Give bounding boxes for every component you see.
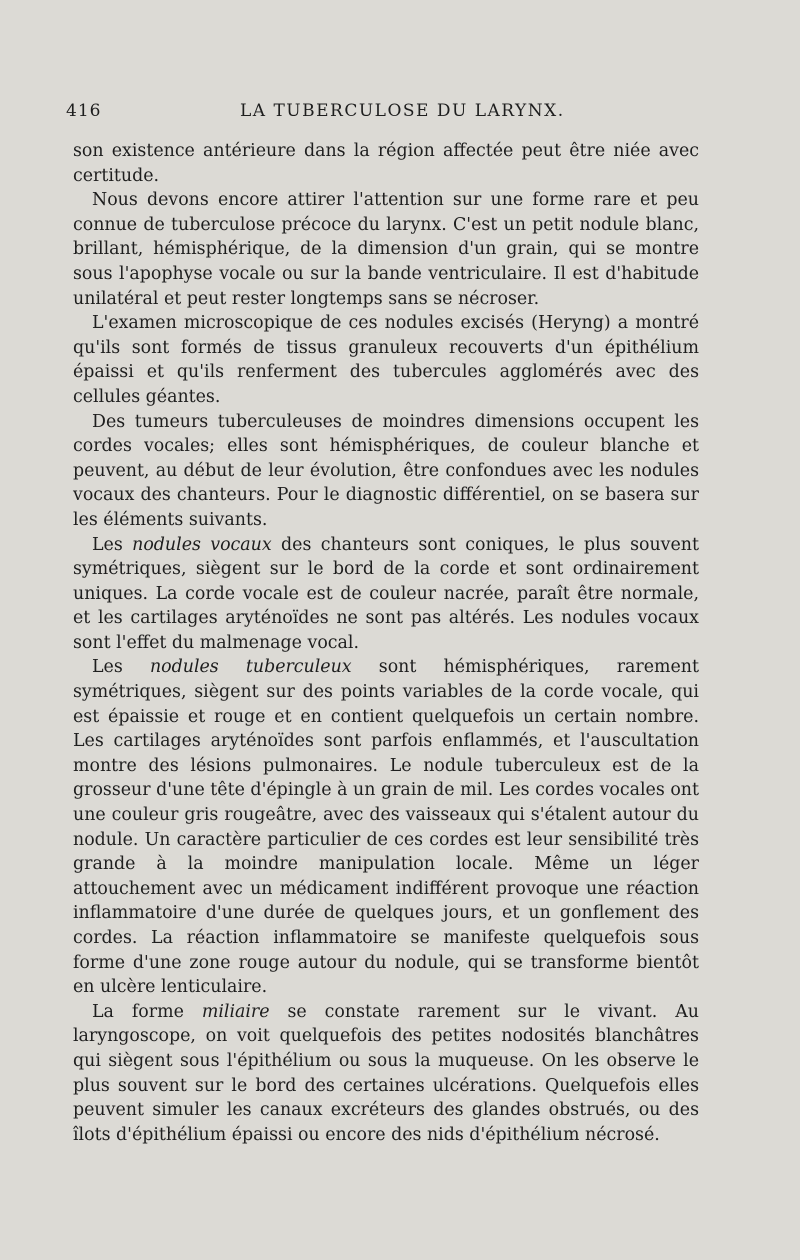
body-text: [73, 139, 699, 1147]
paragraph-text: La forme: [92, 1001, 202, 1022]
paragraph-text: se constate rarement sur le vivant. Au laryngoscope, on voit quelquefois des petites nodosités blanchâtres qui siègent sous l'épithélium ou sous la muqueuse. On les observe le plus souvent sur le bord des certaines ulcérations. Quelquefois elles peuvent simuler les canaux excréteurs des glandes obstrués, ou des îlots d'épithélium épaissi ou encore des nids d'épithélium nécrosé.: [73, 1001, 699, 1145]
page-number: 416: [66, 101, 102, 121]
paragraph: [73, 533, 699, 656]
paragraph-text: Les: [92, 534, 133, 555]
paragraph-text: Nous devons encore attirer l'attention sur une forme rare et peu connue de tuberculose précoce du larynx. C'est un petit nodule blanc, brillant, hémisphérique, de la dimension d'un grain, qui se montre sous l'apophyse vocale ou sur la bande ventriculaire. Il est d'habitude unilatéral et peut rester longtemps sans se nécroser.: [73, 190, 699, 309]
paragraph: [73, 188, 699, 311]
paragraph: [73, 139, 699, 188]
paragraph: [73, 311, 699, 409]
emphasized-term: miliaire: [201, 1001, 270, 1022]
paragraph: [73, 655, 699, 999]
paragraph-text: Les: [92, 657, 150, 678]
paragraph: [73, 410, 699, 533]
paragraph-text: L'examen microscopique de ces nodules excisés (Heryng) a montré qu'ils sont formés de tissus granuleux recouverts d'un épithélium épaissi et qu'ils renferment des tubercules agglomérés avec des cellules géantes.: [73, 313, 699, 407]
emphasized-term: nodules vocaux: [132, 534, 272, 555]
paragraph-text: sont hémisphériques, rarement symétriques, siègent sur des points variables de la corde vocale, qui est épaissie et rouge et en contient quelquefois un certain nombre. Les cartilages aryténoïdes sont parfois enflammés, et l'auscultation montre des lésions pulmonaires. Le nodule tuberculeux est de la grosseur d'une tête d'épingle à un grain de mil. Les cordes vocales ont une couleur gris rougeâtre, avec des vaisseaux qui s'étalent autour du nodule. Un caractère particulier de ces cordes est leur sensibilité très grande à la moindre manipulation locale. Même un léger attouchement avec un médicament indifférent provoque une réaction inflammatoire d'une durée de quelques jours, et un gonflement des cordes. La réaction inflammatoire se manifeste quelquefois sous forme d'une zone rouge autour du nodule, qui se transforme bientôt en ulcère lenticulaire.: [73, 657, 699, 998]
paragraph-text: Des tumeurs tuberculeuses de moindres dimensions occupent les cordes vocales; elles sont hémisphériques, de couleur blanche et peuvent, au début de leur évolution, être confondues avec les nodules vocaux des chanteurs. Pour le diagnostic différentiel, on se basera sur les éléments suivants.: [73, 411, 699, 530]
paragraph: [73, 1000, 699, 1148]
emphasized-term: nodules tuberculeux: [149, 657, 352, 678]
running-title: LA TUBERCULOSE DU LARYNX.: [240, 101, 565, 121]
paragraph-text: des chanteurs sont coniques, le plus souvent symétriques, siègent sur le bord de la corde et sont ordinairement uniques. La corde vocale est de couleur nacrée, paraît être normale, et les cartilages aryténoïdes ne sont pas altérés. Les nodules vocaux sont l'effet du malmenage vocal.: [73, 534, 699, 653]
paragraph-text: son existence antérieure dans la région affectée peut être niée avec certitude.: [73, 141, 699, 186]
